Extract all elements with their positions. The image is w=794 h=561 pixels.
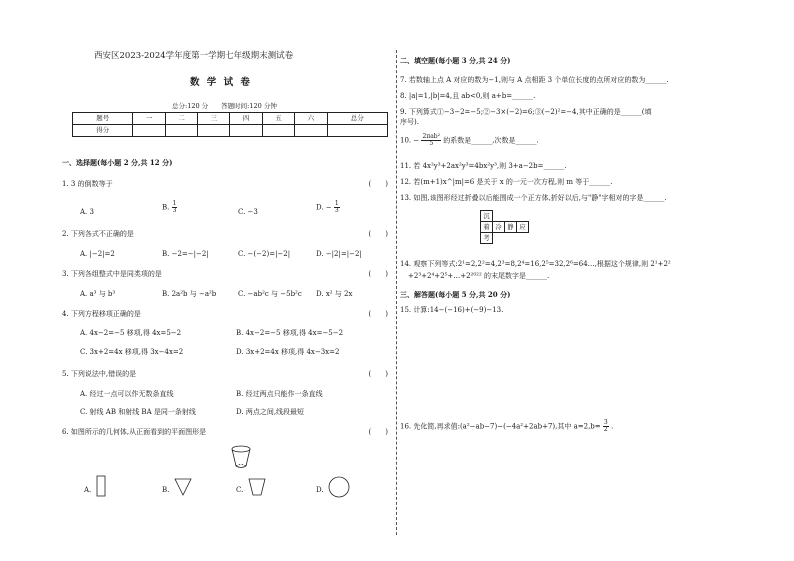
q1-option-d bbox=[316, 201, 340, 214]
q10-prefix: 10. − bbox=[400, 136, 420, 145]
score-cell: 四 bbox=[230, 113, 262, 125]
score-table bbox=[72, 112, 388, 137]
q5-answer-paren[interactable]: ( ) bbox=[368, 370, 388, 378]
right-column bbox=[400, 50, 748, 535]
q2-option-d: D. −|2|=|−2| bbox=[316, 250, 362, 258]
q6-answer-paren[interactable]: ( ) bbox=[368, 428, 388, 436]
cube-net-row bbox=[481, 211, 529, 222]
triangle-shape-icon bbox=[174, 478, 192, 496]
q1-option-c: C. −3 bbox=[238, 208, 258, 216]
frac-den: 5 bbox=[429, 140, 434, 147]
q4-stem: 4. 下列方程移项正确的是 bbox=[62, 310, 141, 318]
q4-answer-paren[interactable]: ( ) bbox=[368, 310, 388, 318]
q11-text: 11. 若 4x²y³+2ax²y³=4bx²y³,则 3+a−2b=______. bbox=[400, 162, 567, 170]
cube-face: 考 bbox=[481, 233, 493, 244]
q4-option-b: B. 4x−2=−5 移项,得 4x=−5−2 bbox=[236, 329, 344, 337]
q16-fraction bbox=[603, 420, 609, 433]
q5-stem: 5. 下列说法中,错误的是 bbox=[62, 370, 137, 378]
cube-face: 静 bbox=[505, 222, 517, 233]
cube-net-row bbox=[481, 222, 529, 233]
section1-heading: 一、选择题(每小题 2 分,共 12 分) bbox=[62, 158, 173, 167]
score-label: 得分 bbox=[73, 125, 133, 137]
score-input[interactable] bbox=[262, 125, 294, 137]
score-input[interactable] bbox=[295, 125, 327, 137]
section3-heading: 三、解答题(每小题 5 分,共 20 分) bbox=[400, 290, 511, 299]
q8-text: 8. |a|=1,|b|=4,且 ab<0,则 a+b=______. bbox=[400, 92, 536, 100]
q10-suffix: 的系数是______,次数是______. bbox=[443, 136, 539, 145]
q10-fraction bbox=[421, 134, 441, 147]
q5-option-c: C. 射线 AB 和射线 BA 是同一条射线 bbox=[80, 408, 196, 416]
q4-option-c: C. 3x+2=4x 移项,得 3x−4x=2 bbox=[80, 348, 184, 356]
score-cell: 三 bbox=[198, 113, 230, 125]
q5-option-b: B. 经过两点只能作一条直线 bbox=[236, 390, 323, 398]
q1-stem: 1. 3 的倒数等于 bbox=[62, 180, 113, 188]
score-input[interactable] bbox=[230, 125, 262, 137]
column-divider bbox=[396, 50, 398, 535]
q1-option-a: A. 3 bbox=[80, 208, 94, 216]
rectangle-shape-icon bbox=[96, 475, 106, 497]
q3-option-c: C. −ab²c 与 −5b²c bbox=[238, 290, 302, 298]
frac-num: 3 bbox=[603, 419, 608, 426]
left-column bbox=[62, 50, 392, 535]
score-table-score-row bbox=[73, 125, 388, 137]
q1-option-d-prefix: D. − bbox=[316, 203, 332, 212]
exam-title: 西安区2023-2024学年度第一学期七年级期末测试卷 bbox=[94, 51, 294, 61]
score-cell: 五 bbox=[262, 113, 294, 125]
q9-text-line2: 序号). bbox=[400, 118, 419, 126]
score-cell: 题号 bbox=[73, 113, 133, 125]
score-input[interactable] bbox=[327, 125, 387, 137]
exam-subtitle: 数 学 试 卷 bbox=[190, 77, 252, 88]
cup-solid-figure bbox=[230, 444, 252, 470]
cube-face: 应 bbox=[517, 222, 529, 233]
q14-text-line2: +2³+2⁴+2⁵+…+2²⁰²² 的末尾数字是______. bbox=[408, 272, 550, 280]
score-cell: 六 bbox=[295, 113, 327, 125]
q1-answer-paren[interactable]: ( ) bbox=[368, 180, 388, 188]
cube-net-row bbox=[481, 233, 529, 244]
frac-num: 2πab² bbox=[422, 133, 441, 140]
q2-option-a: A. |−2|=2 bbox=[80, 250, 115, 258]
q16-end: . bbox=[610, 422, 614, 431]
q2-option-b: B. −2=−|−2| bbox=[162, 250, 209, 258]
frac-num: 1 bbox=[172, 200, 177, 207]
q1-option-b-prefix: B. bbox=[162, 203, 170, 212]
score-input[interactable] bbox=[198, 125, 230, 137]
cube-face: 着 bbox=[481, 222, 493, 233]
q1-option-b bbox=[162, 201, 177, 214]
score-cell: 总分 bbox=[327, 113, 387, 125]
cube-face: 沉 bbox=[481, 211, 493, 222]
cube-net bbox=[480, 210, 529, 244]
q2-stem: 2. 下列各式不正确的是 bbox=[62, 230, 134, 238]
cube-face: 冷 bbox=[493, 222, 505, 233]
exam-meta: 总分:120 分 答题时间:120 分钟 bbox=[172, 102, 277, 110]
q6-option-d: D. bbox=[316, 486, 324, 494]
q3-option-b: B. 2a²b 与 −a²b bbox=[162, 290, 217, 298]
q6-option-c: C. bbox=[236, 486, 244, 494]
q4-option-d: D. 3x+2=4x 移项,得 4x−3x=2 bbox=[236, 348, 340, 356]
section2-heading: 二、填空题(每小题 3 分,共 24 分) bbox=[400, 56, 511, 65]
q5-option-a: A. 经过一点可以作无数条直线 bbox=[80, 390, 174, 398]
q13-text: 13. 如图,该图形经过折叠以后能围成一个正方体,折好以后,与"静"字相对的字是______. bbox=[400, 194, 667, 202]
q12-text: 12. 若(m+1)x^|m|=6 是关于 x 的一元一次方程,则 m 等于______. bbox=[400, 178, 613, 186]
q6-option-a: A. bbox=[84, 486, 92, 494]
q15-text: 15. 计算:14−(−16)+(−9)−13. bbox=[400, 306, 504, 314]
q9-text-line1: 9. 下列算式①−3−2=−5;②−3×(−2)=6;③(−2)²=−4,其中正确的是______(填 bbox=[400, 108, 652, 116]
q1-option-b-fraction bbox=[172, 201, 178, 214]
q6-option-b: B. bbox=[162, 486, 170, 494]
q3-option-a: A. a³ 与 b³ bbox=[80, 290, 116, 298]
score-input[interactable] bbox=[165, 125, 197, 137]
q2-answer-paren[interactable]: ( ) bbox=[368, 230, 388, 238]
trapezoid-shape-icon bbox=[248, 478, 266, 496]
frac-den: 3 bbox=[172, 207, 177, 214]
q3-answer-paren[interactable]: ( ) bbox=[368, 270, 388, 278]
q1-option-d-fraction bbox=[334, 201, 340, 214]
frac-num: 1 bbox=[334, 200, 339, 207]
exam-page bbox=[62, 50, 748, 535]
frac-den: 2 bbox=[603, 426, 608, 433]
q3-option-d: D. x² 与 2x bbox=[316, 290, 353, 298]
q2-option-c: C. −(−2)=|−2| bbox=[238, 250, 291, 258]
score-cell: 二 bbox=[165, 113, 197, 125]
q10-text bbox=[400, 134, 539, 147]
circle-shape-icon bbox=[328, 476, 350, 498]
score-input[interactable] bbox=[133, 125, 165, 137]
q6-stem: 6. 如图所示的几何体,从正面看到的平面图形是 bbox=[62, 428, 207, 436]
q3-stem: 3. 下列各组整式中是同类项的是 bbox=[62, 270, 162, 278]
q5-option-d: D. 两点之间,线段最短 bbox=[236, 408, 305, 416]
q4-option-a: A. 4x−2=−5 移项,得 4x=5−2 bbox=[80, 329, 182, 337]
q14-text-line1: 14. 观察下列等式:2¹=2,2²=4,2³=8,2⁴=16,2⁵=32,2⁶=64…,根据这个规律,则 2¹+2² bbox=[400, 260, 671, 268]
q16-stem: 16. 先化简,再求值:(a²−ab−7)−(−4a²+2ab+7),其中 a=2,b= bbox=[400, 422, 601, 431]
score-table-header-row bbox=[73, 113, 388, 125]
score-cell: 一 bbox=[133, 113, 165, 125]
q7-text: 7. 若数轴上点 A 对应的数为−1,则与 A 点相距 3 个单位长度的点所对应的数为______. bbox=[400, 76, 669, 84]
frac-den: 3 bbox=[334, 207, 339, 214]
q16-text bbox=[400, 420, 613, 433]
